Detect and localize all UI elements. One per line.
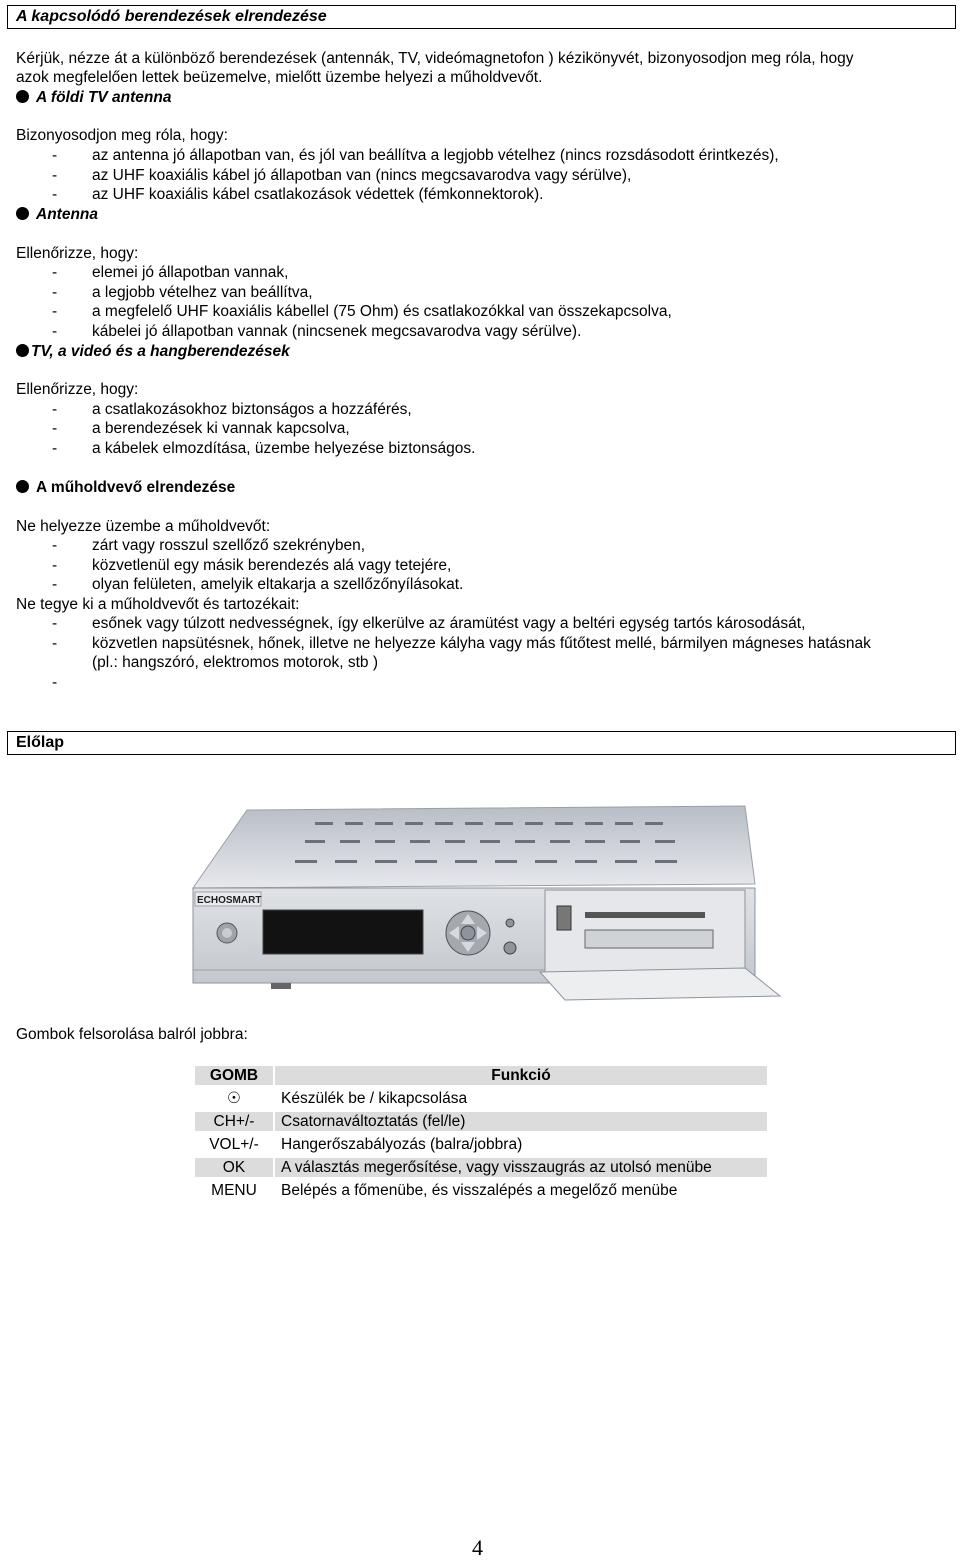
list-item: - az UHF koaxiális kábel jó állapotban van (nincs megcsavarodva vagy sérülve),	[52, 167, 632, 184]
intro-line-1: Kérjük, nézze át a különböző berendezések (antennák, TV, videómagnetofon ) kézikönyvét, bizonyosodjon meg róla, hogy	[16, 50, 854, 67]
bullet-icon	[16, 344, 29, 357]
section-header: A kapcsolódó berendezések elrendezése	[7, 5, 956, 29]
table-cell-button: ☉	[227, 1090, 241, 1107]
table-cell-button: OK	[195, 1158, 273, 1177]
list-item: - a legjobb vételhez van beállítva,	[52, 284, 313, 301]
table-header-cell: GOMB	[195, 1066, 273, 1085]
section-title-antenna	[16, 205, 98, 224]
table-row	[195, 1181, 767, 1200]
front-door	[540, 968, 780, 1000]
list-item-continuation: (pl.: hangszóró, elektromos motorok, stb )	[92, 654, 379, 671]
ok-button	[461, 926, 475, 940]
section-header-front-panel: Előlap	[7, 731, 956, 755]
list-item: - olyan felületen, amelyik eltakarja a szellőzőnyílásokat.	[52, 576, 464, 593]
bullet-icon	[16, 480, 29, 493]
section-title-tv	[16, 342, 290, 361]
table-row	[195, 1112, 767, 1131]
list-item: - az UHF koaxiális kábel csatlakozások védettek (fémkonnektorok).	[52, 186, 544, 203]
case-top	[193, 806, 755, 888]
list-item: - elemei jó állapotban vannak,	[52, 264, 289, 281]
table-row	[195, 1158, 767, 1177]
lead-text: Ellenőrizze, hogy:	[16, 381, 139, 398]
list-item: - a csatlakozásokhoz biztonságos a hozzáférés,	[52, 401, 412, 418]
list-item: - esőnek vagy túlzott nedvességnek, így elkerülve az áramütést vagy a beltéri egység tartós károsodását,	[52, 615, 806, 632]
table-row	[195, 1089, 767, 1108]
table-cell-button: VOL+/-	[209, 1136, 259, 1153]
bullet-icon	[16, 90, 29, 103]
title-text: Antenna	[36, 206, 98, 223]
list-item: - zárt vagy rosszul szellőző szekrényben,	[52, 537, 366, 554]
table-cell-function: Készülék be / kikapcsolása	[281, 1090, 468, 1107]
receiver-front-panel-image	[185, 800, 785, 1005]
buttons-table	[193, 1062, 769, 1204]
list-item: - közvetlen napsütésnek, hőnek, illetve ne helyezze kályha vagy más fűtőtest mellé, bármilyen mágneses hatásnak	[52, 635, 871, 652]
buttons-caption: Gombok felsorolása balról jobbra:	[16, 1026, 248, 1043]
title-text: TV, a videó és a hangberendezések	[31, 343, 290, 360]
card-slot	[585, 912, 705, 918]
lead-text: Bizonyosodjon meg róla, hogy:	[16, 127, 228, 144]
table-cell-function: Csatornaváltoztatás (fel/le)	[275, 1112, 767, 1131]
lead-text: Ne tegye ki a műholdvevőt és tartozékait:	[16, 596, 300, 613]
bullet-icon	[16, 207, 29, 220]
section-title-tv-antenna	[16, 88, 171, 107]
list-item: - a kábelek elmozdítása, üzembe helyezése biztonságos.	[52, 440, 476, 457]
trailing-dash: -	[52, 674, 58, 691]
table-cell-function: Hangerőszabályozás (balra/jobbra)	[281, 1136, 523, 1153]
front-display	[263, 910, 423, 954]
table-cell-button: CH+/-	[195, 1112, 273, 1131]
lead-text: Ne helyezze üzembe a műholdvevőt:	[16, 518, 271, 535]
title-text: A műholdvevő elrendezése	[36, 479, 236, 496]
list-item: - kábelei jó állapotban vannak (nincsenek megcsavarodva vagy sérülve).	[52, 323, 582, 340]
table-cell-function: Belépés a főmenübe, és visszalépés a megelőző menübe	[281, 1182, 678, 1199]
title-text: A földi TV antenna	[36, 89, 172, 106]
table-header-row	[195, 1066, 767, 1085]
table-row	[195, 1135, 767, 1154]
menu-button	[504, 942, 516, 954]
page-number: 4	[472, 1535, 483, 1560]
brand-logo: ECHOSMART	[197, 895, 262, 906]
table-header-cell: Funkció	[275, 1066, 767, 1085]
table-cell-function: A választás megerősítése, vagy visszaugrás az utolsó menübe	[275, 1158, 767, 1177]
list-item: - a berendezések ki vannak kapcsolva,	[52, 420, 350, 437]
list-item: - az antenna jó állapotban van, és jól van beállítva a legjobb vételhez (nincs rozsdásodott érintkezés),	[52, 147, 779, 164]
table-cell-button: MENU	[211, 1182, 257, 1199]
intro-line-2: azok megfelelően lettek beüzemelve, mielőtt üzembe helyezi a műholdvevőt.	[16, 69, 543, 86]
usb-port	[557, 906, 571, 930]
list-item: - közvetlenül egy másik berendezés alá vagy tetejére,	[52, 557, 452, 574]
section-title-satellite	[16, 478, 235, 497]
list-item: - a megfelelő UHF koaxiális kábellel (75 Ohm) és csatlakozókkal van összekapcsolva,	[52, 303, 672, 320]
ci-slot	[585, 930, 713, 948]
lead-text: Ellenőrizze, hogy:	[16, 245, 139, 262]
